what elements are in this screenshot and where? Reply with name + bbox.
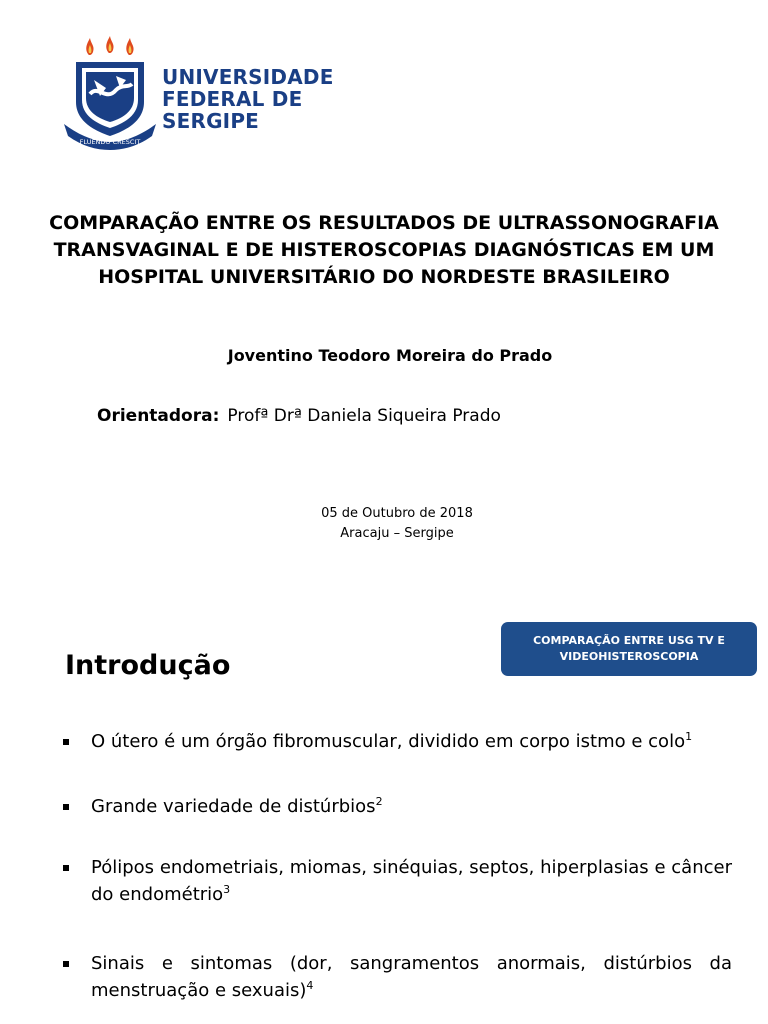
- university-name: [162, 66, 334, 132]
- reference-number: 3: [223, 883, 231, 896]
- presentation-date: 05 de Outubro de 2018: [321, 506, 473, 521]
- author-name: Joventino Teodoro Moreira do Prado: [227, 346, 553, 365]
- presentation-title: COMPARAÇÃO ENTRE OS RESULTADOS DE ULTRASSONOGRAFIA TRANSVAGINAL E DE HISTEROSCOPIAS DIAGNÓSTICAS EM UM HOSPITAL UNIVERSITÁRIO DO NORDESTE BRASILEIRO: [49, 212, 719, 288]
- date-location: [0, 504, 768, 544]
- logo-line-2: FEDERAL DE: [162, 87, 303, 111]
- logo-line-3: SERGIPE: [162, 109, 260, 133]
- bullet-text: Pólipos endometriais, miomas, sinéquias, septos, hiperplasias e câncer do endométrio: [91, 857, 732, 905]
- advisor-label: Orientadora:: [97, 406, 220, 426]
- reference-number: 2: [375, 795, 383, 808]
- ufs-emblem-icon: [60, 32, 160, 152]
- bullet-item: [60, 854, 732, 908]
- motto-text: FLUENDO CRESCIT: [79, 138, 141, 146]
- intro-slide: [0, 600, 768, 1024]
- logo-line-1: UNIVERSIDADE: [162, 65, 334, 89]
- bullet-text: Grande variedade de distúrbios: [91, 796, 376, 817]
- advisor-name: Profª Drª Daniela Siqueira Prado: [227, 406, 501, 426]
- section-badge: [501, 622, 757, 676]
- section-badge-text: COMPARAÇÃO ENTRE USG TV E VIDEOHISTEROSCOPIA: [533, 634, 725, 663]
- bullet-text: Sinais e sintomas (dor, sangramentos anormais, distúrbios da menstruação e sexuais): [91, 953, 732, 1001]
- reference-number: 1: [685, 730, 693, 743]
- advisor-line: [97, 406, 501, 426]
- presentation-location: Aracaju – Sergipe: [340, 526, 454, 541]
- bullet-text: O útero é um órgão fibromuscular, dividido em corpo istmo e colo: [91, 731, 686, 752]
- reference-number: 4: [306, 979, 314, 992]
- section-title: Introdução: [65, 650, 231, 681]
- university-logo: [60, 32, 360, 152]
- bullet-item: [60, 793, 383, 820]
- bullet-item: [60, 728, 692, 755]
- bullet-item: [60, 950, 732, 1004]
